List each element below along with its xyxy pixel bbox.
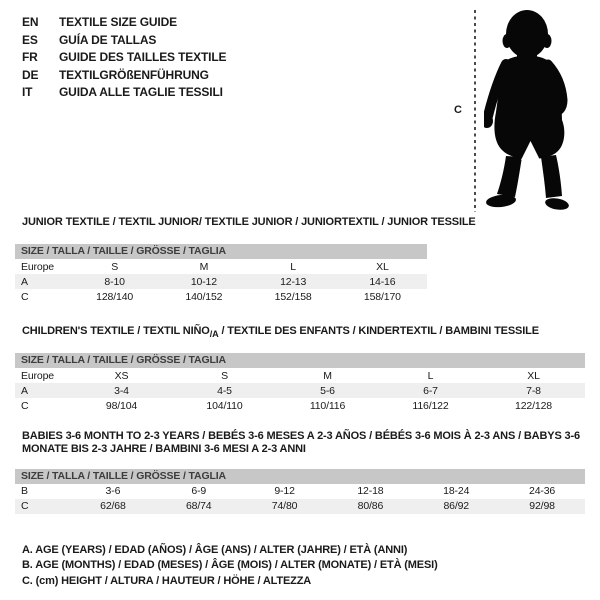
- height-figure: [448, 6, 598, 216]
- size-cell: 8-10: [104, 275, 125, 288]
- row-label: A: [21, 384, 28, 397]
- size-cell: XL: [527, 369, 540, 382]
- language-code: FR: [22, 50, 38, 64]
- table-row: [15, 259, 427, 274]
- size-cell: 6-9: [191, 485, 207, 498]
- language-row: [22, 49, 226, 67]
- language-code: ES: [22, 32, 38, 47]
- size-cell: 10-12: [190, 275, 217, 288]
- footnote: B. AGE (MONTHS) / EDAD (MESES) / ÂGE (MOIS) / ALTER (MONATE) / ETÀ (MESI): [22, 559, 438, 572]
- row-label: C: [21, 290, 29, 303]
- row-label: Europe: [21, 260, 54, 273]
- size-cell: 86/92: [443, 500, 469, 513]
- size-cell: L: [427, 369, 434, 382]
- language-row: [22, 32, 226, 50]
- size-cell: 80/86: [357, 500, 384, 513]
- table-row: [15, 368, 585, 383]
- language-row: [22, 14, 226, 32]
- size-cell: 7-8: [526, 384, 541, 397]
- language-code: IT: [22, 85, 33, 99]
- size-cell: 24-36: [529, 485, 556, 498]
- section-title: [22, 216, 585, 232]
- footnote-list: [22, 543, 585, 590]
- language-title: GUIDE DES TAILLES TEXTILE: [59, 50, 227, 64]
- section-junior-textile: [15, 216, 585, 304]
- size-table: [15, 259, 427, 304]
- section-title-text: JUNIOR TEXTILE / TEXTIL JUNIOR/ TEXTILE JUNIOR / JUNIORTEXTIL / JUNIOR TESSILE: [22, 216, 476, 228]
- section-title-text: / TEXTILE DES ENFANTS / KINDERTEXTIL / BAMBINI TESSILE: [218, 325, 539, 338]
- size-cell: 122/128: [515, 399, 552, 412]
- footnote: C. (cm) HEIGHT / ALTURA / HAUTEUR / HÖHE / ALTEZZA: [22, 574, 312, 587]
- language-code: DE: [22, 67, 39, 82]
- size-cell: XS: [114, 369, 129, 382]
- size-cell: 14-16: [369, 275, 396, 288]
- language-row: [22, 67, 226, 85]
- section-babies-textile: [15, 430, 585, 513]
- row-label: C: [21, 500, 29, 513]
- size-cell: 128/140: [96, 290, 134, 303]
- language-title: GUÍA DE TALLAS: [59, 32, 157, 47]
- table-row: [15, 499, 585, 514]
- section-title-sub: /A: [209, 329, 219, 340]
- size-table: [15, 484, 585, 514]
- table-row: [15, 484, 585, 499]
- table-row: [15, 398, 585, 413]
- size-cell: 6-7: [423, 384, 438, 397]
- size-table: [15, 368, 585, 413]
- size-cell: 4-5: [217, 384, 232, 397]
- table-row: [15, 274, 427, 289]
- size-cell: 18-24: [443, 485, 470, 498]
- size-cell: M: [199, 260, 209, 273]
- size-table-wrap: [15, 353, 585, 413]
- table-row: [15, 289, 427, 304]
- size-cell: 62/68: [100, 500, 126, 513]
- size-cell: 104/110: [206, 399, 243, 412]
- size-cell: 158/170: [363, 290, 401, 303]
- measure-c-label: C: [454, 104, 462, 116]
- size-cell: 12-18: [357, 485, 384, 498]
- size-cell: 9-12: [274, 485, 295, 498]
- size-cell: 68/74: [185, 500, 212, 513]
- footnote: A. AGE (YEARS) / EDAD (AÑOS) / ÂGE (ANS) / ALTER (JAHRE) / ETÀ (ANNI): [22, 543, 408, 556]
- size-header-bar: SIZE / TALLA / TAILLE / GRÖSSE / TAGLIA: [15, 469, 585, 484]
- size-cell: 74/80: [271, 500, 298, 513]
- language-title: TEXTILE SIZE GUIDE: [59, 15, 177, 29]
- size-cell: 140/152: [185, 290, 223, 303]
- table-row: [15, 383, 585, 398]
- baby-silhouette-icon: [484, 8, 596, 214]
- size-header-bar: SIZE / TALLA / TAILLE / GRÖSSE / TAGLIA: [15, 353, 585, 368]
- size-cell: 3-4: [114, 384, 129, 397]
- size-table-wrap: [15, 469, 585, 514]
- language-list: [22, 14, 226, 102]
- size-cell: XL: [376, 260, 389, 273]
- size-cell: 116/122: [412, 399, 449, 412]
- size-cell: 5-6: [320, 384, 335, 397]
- language-title: GUIDA ALLE TAGLIE TESSILI: [59, 85, 223, 99]
- size-cell: 92/98: [529, 500, 555, 513]
- row-label: Europe: [21, 369, 54, 382]
- size-cell: 152/158: [274, 290, 312, 303]
- row-label: C: [21, 399, 29, 412]
- size-cell: 12-13: [280, 275, 307, 288]
- size-table-wrap: [15, 244, 427, 304]
- size-cell: S: [111, 260, 119, 273]
- height-dashed-line: [474, 10, 476, 212]
- size-cell: 110/116: [309, 399, 346, 412]
- size-cell: M: [323, 369, 332, 382]
- size-cell: S: [221, 369, 228, 382]
- size-cell: 3-6: [105, 485, 121, 498]
- section-title: [22, 325, 585, 341]
- language-title: TEXTILGRÖßENFÜHRUNG: [59, 67, 209, 82]
- section-title-text: CHILDREN'S TEXTILE / TEXTIL NIÑO: [22, 325, 210, 338]
- section-childrens-textile: [15, 325, 585, 413]
- size-header-bar: SIZE / TALLA / TAILLE / GRÖSSE / TAGLIA: [15, 244, 427, 259]
- tables-column: [15, 214, 585, 589]
- row-label: B: [21, 485, 28, 498]
- section-title-text: BABIES 3-6 MONTH TO 2-3 YEARS / BEBÉS 3-6 MESES A 2-3 AÑOS / BÉBÉS 3-6 MOIS À 2-3 ANS / BABYS 3-6 MONATE BIS 2-3 JAHRE / BAMBINI 3-6 MESI A 2-3 ANNI: [22, 430, 580, 456]
- language-row: [22, 84, 226, 102]
- size-cell: L: [290, 260, 296, 273]
- row-label: A: [21, 275, 28, 288]
- language-code: EN: [22, 15, 39, 29]
- section-title: [22, 430, 585, 459]
- size-cell: 98/104: [105, 399, 138, 412]
